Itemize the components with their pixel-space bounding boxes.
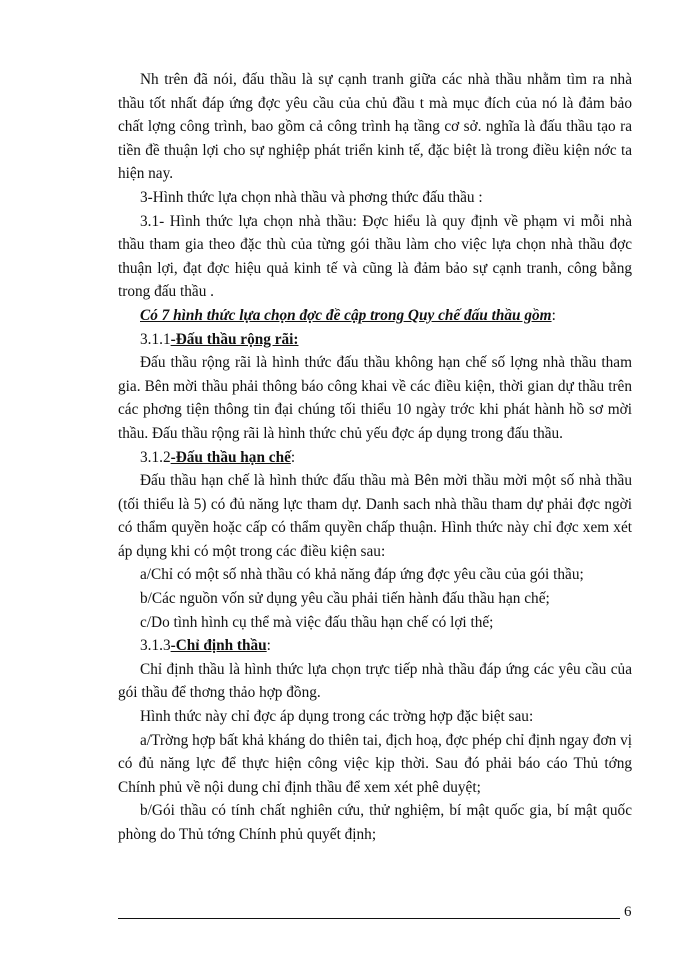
subheading-3-1-3-label: 3.1.3	[140, 637, 171, 655]
list-item-c: c/Do tình hình cụ thể mà việc đấu thầu hạn chế có lợi thế;	[140, 613, 494, 631]
page-number: 6	[624, 904, 632, 920]
forms-heading	[118, 304, 632, 328]
paragraph-3-1: 3.1- Hình thức lựa chọn nhà thầu: Đợc hiểu là quy định về phạm vi mỗi nhà thầu tham gia theo đặc thù của từng gói thầu làm cho việc lựa chọn nhà thầu đợc thuận lợi, đạt đợc hiệu quả kinh tế và cũng là đảm bảo sự cạnh tranh, công bằng trong đấu thầu .	[118, 212, 632, 301]
subheading-3-1-2-label: 3.1.2	[140, 448, 171, 466]
list-item-special-b: b/Gói thầu có tính chất nghiên cứu, thử nghiệm, bí mật quốc gia, bí mật quốc phòng do Thủ tớng Chính phủ quyết định;	[118, 802, 632, 843]
subheading-3-1-2-colon: :	[290, 448, 296, 466]
footer-rule	[118, 918, 620, 919]
subheading-3-1-1-title: -Đấu thầu rộng rãi:	[170, 330, 299, 348]
subheading-3-1-1-label: 3.1.1	[140, 330, 171, 348]
forms-heading-colon: :	[551, 306, 556, 324]
paragraph-special-cases: Hình thức này chỉ đợc áp dụng trong các trờng hợp đặc biệt sau:	[140, 708, 534, 726]
paragraph-intro: Nh trên đã nói, đấu thầu là sự cạnh tranh giữa các nhà thầu nhằm tìm ra nhà thầu tốt nhất đáp ứng đợc yêu cầu của chủ đầu t mà mục đích của nó là đảm bảo chất lợng công trình, bao gồm cả công trình hạ tầng cơ sở. nghĩa là đấu thầu tạo ra tiền đề thuận lợi cho sự nghiệp phát triển kinh tế, đặc biệt là trong điều kiện nớc ta hiện nay.	[118, 71, 632, 183]
paragraph-open-bidding: Đấu thầu rộng rãi là hình thức đấu thầu không hạn chế số lợng nhà thầu tham gia. Bên mời thầu phải thông báo công khai về các điều kiện, thời gian dự thầu trên các phơng tiện thông tin đại chúng tối thiểu 10 ngày trớc khi phát hành hồ sơ mời thầu. Đấu thầu rộng rãi là hình thức chủ yếu đợc áp dụng trong đấu thầu.	[118, 354, 632, 442]
paragraph-designated: Chỉ định thầu là hình thức lựa chọn trực tiếp nhà thầu đáp ứng các yêu cầu của gói thầu để thơng thảo hợp đồng.	[118, 660, 632, 702]
forms-heading-text: Có 7 hình thức lựa chọn đợc đề cập trong Quy chế đấu thầu gồm	[140, 306, 552, 324]
subheading-3-1-2-title: -Đấu thầu hạn chế	[170, 448, 291, 466]
subheading-3-1-2	[118, 446, 632, 470]
list-item-b: b/Các nguồn vốn sử dụng yêu cầu phải tiến hành đấu thầu hạn chế;	[140, 590, 550, 608]
body-text	[118, 68, 632, 847]
subheading-3-1-3-colon: :	[266, 637, 271, 655]
subheading-3-1-3-title: -Chỉ định thầu	[170, 637, 267, 655]
paragraph-limited-bidding: Đấu thầu hạn chế là hình thức đấu thầu mà Bên mời thầu mời một số nhà thầu (tối thiểu là 5) có đủ năng lực tham dự. Danh sach nhà thầu tham dự phải đợc ngời có thẩm quyền hoặc cấp có thẩm quyền chấp thuận. Hình thức này chỉ đợc xem xét áp dụng khi có một trong các điều kiện sau:	[118, 472, 632, 560]
section-heading-3: 3-Hình thức lựa chọn nhà thầu và phơng thức đấu thầu :	[140, 188, 483, 206]
subheading-3-1-1	[118, 328, 632, 352]
subheading-3-1-3	[118, 634, 632, 658]
list-item-special-a: a/Trờng hợp bất khả kháng do thiên tai, địch hoạ, đợc phép chỉ định ngay đơn vị có đủ năng lực để thực hiện công việc kịp thời. Sau đó phải báo cáo Thủ tớng Chính phủ về nội dung chỉ định thầu để xem xét phê duyệt;	[118, 731, 632, 796]
list-item-a: a/Chỉ có một số nhà thầu có khả năng đáp ứng đợc yêu cầu của gói thầu;	[140, 566, 584, 584]
